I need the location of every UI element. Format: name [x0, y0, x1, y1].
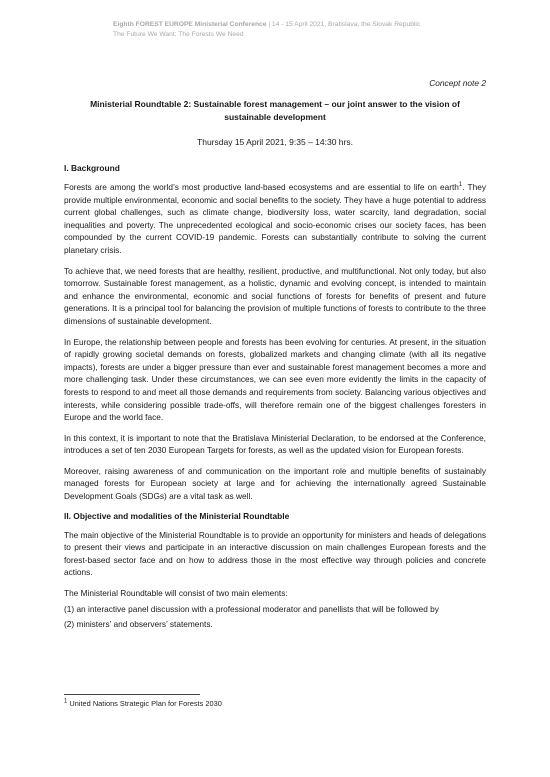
paragraph-text: Forests are among the world’s most productive land-based ecosystems and are essential to life on earth: [64, 182, 459, 192]
paragraph: In this context, it is important to note that the Bratislava Ministerial Declaration, to be endorsed at the Conference, introduces a set of ten 2030 European Targets for forests, as well as the updated vision for European forests.: [64, 432, 486, 456]
document-title: Ministerial Roundtable 2: Sustainable forest management – our joint answer to the vision of sustainable development: [90, 99, 460, 122]
paragraph: The Ministerial Roundtable will consist of two main elements:: [64, 588, 288, 599]
footnote-divider: [64, 694, 200, 695]
paragraph: The main objective of the Ministerial Roundtable is to provide an opportunity for ministers and heads of delegations to present their views and participate in an interactive discussion on main challenges European forests and the forest-based sector face and on how to address those in the most effective way through policies and concrete actions.: [64, 529, 486, 578]
list-item: (2) ministers’ and observers’ statements.: [64, 619, 213, 630]
running-header: [113, 20, 473, 40]
header-conference-name: Eighth FOREST EUROPE Ministerial Conference: [113, 21, 267, 28]
paragraph-text: . They provide multiple environmental, economic and social benefits to the society. They have a huge potential to address current global challenges, such as climate change, biodiversity loss, water scarcity, land degradation, social inequalities and poverty. The unprecedented ecological and socio-economic crises our society faces, has been compounded by the current COVID-19 pandemic. Forests can substantially contribute to solving the current planetary crisis.: [64, 182, 487, 255]
list-item: (1) an interactive panel discussion with a professional moderator and panellists that will be followed by: [64, 603, 439, 614]
section-heading-objective: II. Objective and modalities of the Ministerial Roundtable: [64, 510, 290, 521]
header-line-2: The Future We Want: The Forests We Need: [113, 31, 244, 38]
paragraph: To achieve that, we need forests that are healthy, resilient, productive, and multifunctional. Not only today, but also tomorrow. Sustainable forest management, as a holistic, dynamic and evolving concept, is intended to maintain and enhance the environmental, economic and social functions of forests for benefits of present and future generations. It is a principal tool for balancing the provision of multiple functions of forests to contribute to the three dimensions of sustainable development.: [64, 265, 486, 326]
paragraph: [64, 181, 486, 257]
footnote-number: 1: [64, 698, 68, 705]
footnote: [64, 699, 222, 708]
footnote-reference[interactable]: 1: [458, 182, 463, 189]
concept-note-label: Concept note 2: [429, 78, 486, 88]
footnote-text: United Nations Strategic Plan for Forests 2030: [67, 699, 222, 708]
document-body: [64, 163, 486, 634]
header-conference-details: | 14 - 15 April 2021, Bratislava, the Slovak Republic: [266, 21, 421, 28]
event-date: Thursday 15 April 2021, 9:35 – 14:30 hrs.: [197, 137, 353, 147]
paragraph: Moreover, raising awareness of and communication on the important role and multiple benefits of sustainably managed forests for European society at large and for achieving the internationally agreed Sustainable Development Goals (SDGs) are a vital task as well.: [64, 465, 486, 502]
paragraph: In Europe, the relationship between people and forests has been evolving for centuries. At present, in the situation of rapidly growing societal demands on forests, globalized markets and changing climate (with all its negative impacts), forests are under a bigger pressure than ever and sustainable forest management becomes a more and more challenging task. Under these circumstances, we can see even more evidently the limits in the capacity of forests to respond to and meet all those demands and requirements from society. Balancing various objectives and interests, while considering possible trade-offs, will therefore remain one of the biggest challenges foresters in Europe and the world face.: [64, 336, 486, 423]
header-line-1: [113, 20, 473, 30]
section-heading-background: I. Background: [64, 163, 120, 173]
